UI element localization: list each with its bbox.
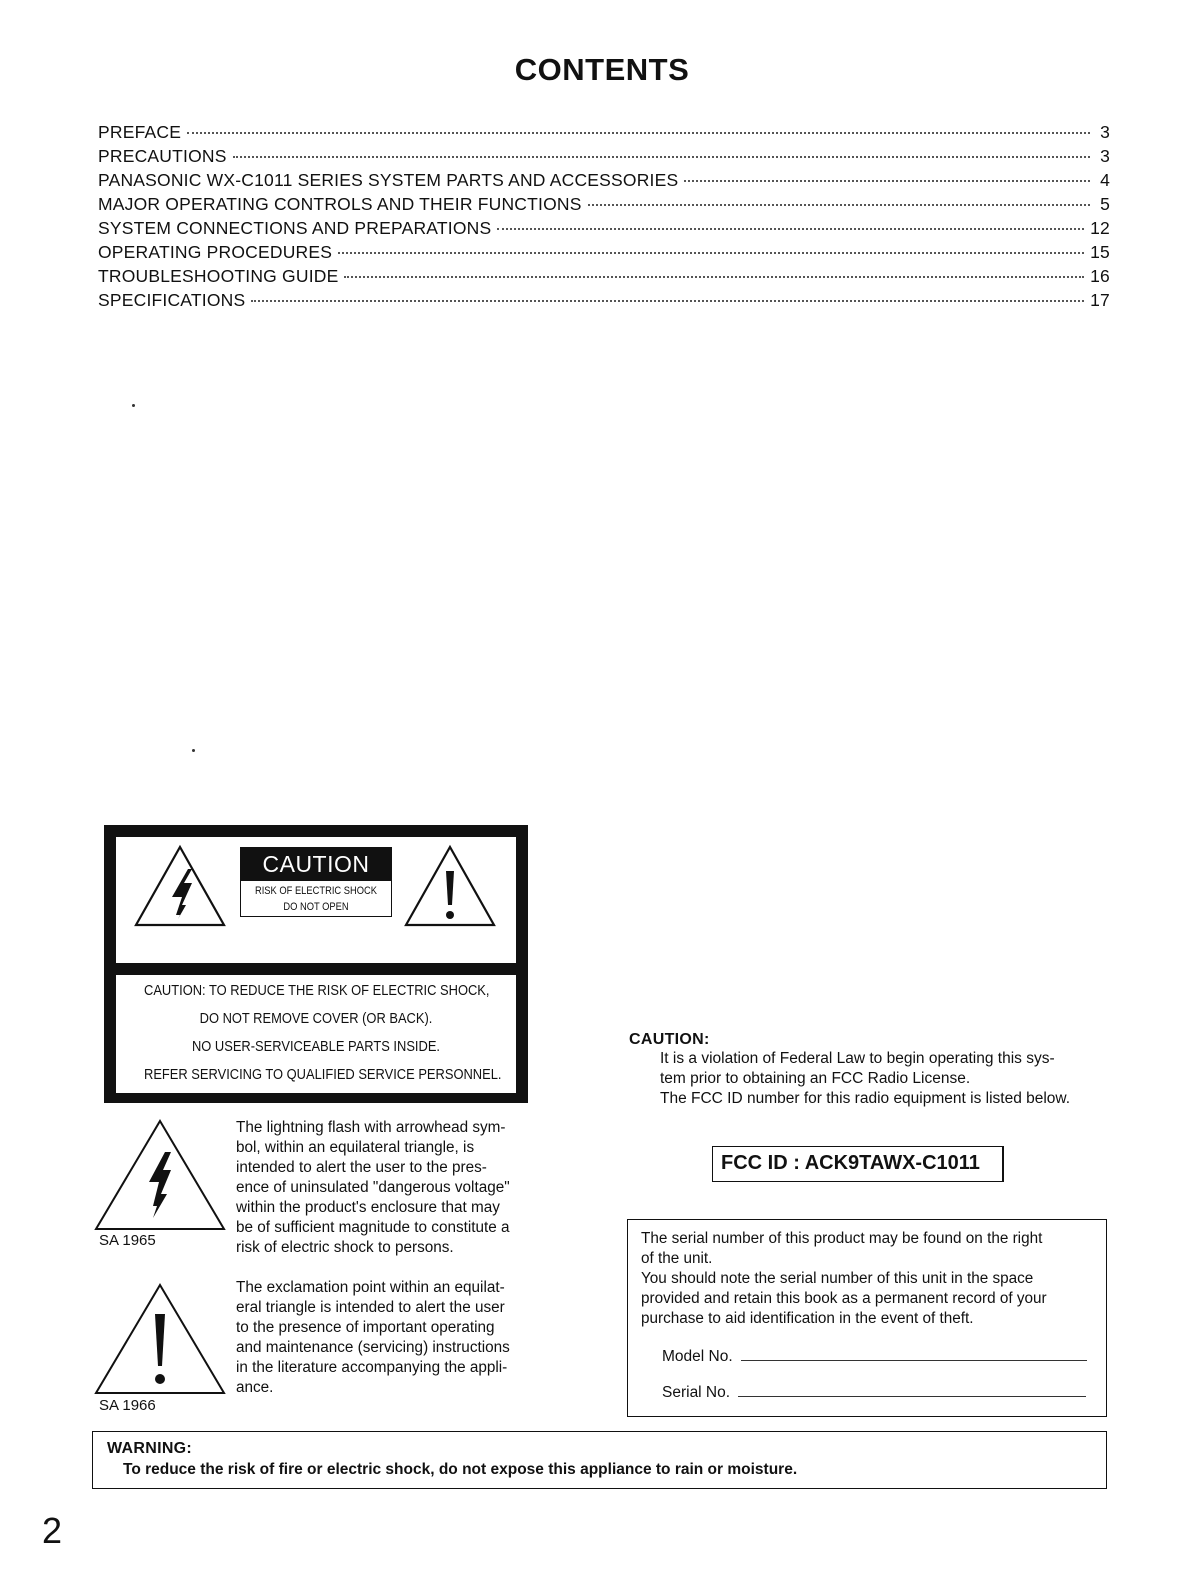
toc-entry-title: SYSTEM CONNECTIONS AND PREPARATIONS	[98, 218, 492, 238]
fcc-caution-line: It is a violation of Federal Law to begin operating this sys-	[660, 1050, 1055, 1067]
toc-entry-page: 12	[1090, 218, 1110, 238]
fcc-caution-body	[629, 1049, 1119, 1109]
caution-label-line: DO NOT REMOVE COVER (OR BACK).	[199, 1010, 433, 1027]
toc-leader-dots	[497, 228, 1084, 230]
description-line: in the literature accompanying the appli-	[236, 1359, 508, 1376]
caution-subtext	[240, 881, 392, 917]
toc-leader-dots	[187, 132, 1090, 134]
lightning-symbol-description	[236, 1118, 556, 1258]
description-line: risk of electric shock to persons.	[236, 1239, 454, 1256]
caution-word-box	[240, 847, 392, 919]
fcc-caution-line: tem prior to obtaining an FCC Radio License.	[660, 1070, 971, 1087]
caution-word: CAUTION	[240, 847, 392, 881]
description-line: ance.	[236, 1379, 274, 1396]
caution-sub-line-2: DO NOT OPEN	[283, 901, 349, 913]
toc-entry-title: MAJOR OPERATING CONTROLS AND THEIR FUNCTIONS	[98, 194, 582, 214]
caution-label	[104, 825, 528, 1103]
fcc-caution	[629, 1031, 1119, 1109]
lightning-triangle-icon	[132, 843, 228, 931]
description-line: The lightning flash with arrowhead sym-	[236, 1119, 506, 1136]
toc-entry-title: PANASONIC WX-C1011 SERIES SYSTEM PARTS AND ACCESSORIES	[98, 170, 679, 190]
lightning-triangle-icon	[93, 1118, 227, 1232]
toc-leader-dots	[588, 204, 1090, 206]
toc-entry[interactable]	[98, 266, 1110, 290]
toc-leader-dots	[251, 300, 1084, 302]
toc-entry-page: 15	[1090, 242, 1110, 262]
warning-box	[92, 1431, 1107, 1489]
page-number: 2	[42, 1510, 63, 1551]
toc-leader-dots	[344, 276, 1084, 278]
toc-entry-page: 3	[1100, 122, 1110, 142]
fcc-caution-line: The FCC ID number for this radio equipment is listed below.	[660, 1090, 1071, 1107]
speck	[132, 404, 135, 407]
serial-number-field[interactable]	[662, 1384, 1086, 1402]
exclamation-triangle-icon	[93, 1282, 227, 1396]
table-of-contents	[98, 122, 1110, 314]
toc-leader-dots	[338, 252, 1084, 254]
serial-note-line: of the unit.	[641, 1250, 713, 1267]
toc-entry[interactable]	[98, 218, 1110, 242]
toc-entry[interactable]	[98, 194, 1110, 218]
toc-entry-page: 16	[1090, 266, 1110, 286]
contents-title: CONTENTS	[514, 52, 690, 87]
toc-entry[interactable]	[98, 122, 1110, 146]
model-number-label: Model No.	[662, 1348, 733, 1365]
serial-number-note	[641, 1229, 1099, 1329]
toc-entry[interactable]	[98, 290, 1110, 314]
toc-entry-title: TROUBLESHOOTING GUIDE	[98, 266, 339, 286]
exclamation-symbol-description	[236, 1278, 556, 1398]
toc-entry[interactable]	[98, 146, 1110, 170]
sa-1965-label: SA 1965	[99, 1232, 156, 1249]
serial-note-line: purchase to aid identification in the event of theft.	[641, 1310, 974, 1327]
model-number-line[interactable]	[741, 1360, 1087, 1361]
serial-note-line: You should note the serial number of this unit in the space	[641, 1270, 1034, 1287]
caution-label-line: CAUTION: TO REDUCE THE RISK OF ELECTRIC SHOCK,	[144, 982, 490, 999]
toc-leader-dots	[233, 156, 1090, 158]
speck	[192, 749, 195, 752]
toc-entry-page: 3	[1100, 146, 1110, 166]
caution-label-line: REFER SERVICING TO QUALIFIED SERVICE PERSONNEL.	[144, 1066, 502, 1083]
description-line: intended to alert the user to the pres-	[236, 1159, 487, 1176]
caution-label-text	[116, 975, 516, 1093]
caution-sub-line-1: RISK OF ELECTRIC SHOCK	[254, 885, 378, 897]
caution-label-line: NO USER-SERVICEABLE PARTS INSIDE.	[191, 1038, 441, 1055]
description-line: ence of uninsulated "dangerous voltage"	[236, 1179, 510, 1196]
toc-entry-title: PREFACE	[98, 122, 182, 142]
description-line: be of sufficient magnitude to constitute a	[236, 1219, 510, 1236]
description-line: The exclamation point within an equilat-	[236, 1279, 505, 1296]
sa-1966-label: SA 1966	[99, 1397, 156, 1414]
serial-number-line[interactable]	[738, 1396, 1086, 1397]
description-line: eral triangle is intended to alert the user	[236, 1299, 505, 1316]
model-number-field[interactable]	[662, 1348, 1087, 1366]
toc-entry-title: SPECIFICATIONS	[98, 290, 246, 310]
toc-entry-page: 17	[1090, 290, 1110, 310]
toc-entry[interactable]	[98, 170, 1110, 194]
fcc-id-box: FCC ID : ACK9TAWX-C1011	[712, 1146, 1004, 1182]
serial-number-label: Serial No.	[662, 1384, 731, 1401]
toc-entry-page: 5	[1100, 194, 1110, 214]
warning-heading: WARNING:	[107, 1440, 193, 1457]
description-line: bol, within an equilateral triangle, is	[236, 1139, 475, 1156]
description-line: to the presence of important operating	[236, 1319, 495, 1336]
toc-leader-dots	[684, 180, 1090, 182]
description-line: and maintenance (servicing) instructions	[236, 1339, 510, 1356]
toc-entry-title: PRECAUTIONS	[98, 146, 227, 166]
caution-label-header	[116, 837, 516, 963]
serial-number-box	[627, 1219, 1107, 1417]
fcc-caution-heading: CAUTION:	[629, 1031, 710, 1048]
description-line: within the product's enclosure that may	[236, 1199, 500, 1216]
toc-entry-title: OPERATING PROCEDURES	[98, 242, 333, 262]
toc-entry-page: 4	[1100, 170, 1110, 190]
serial-note-line: provided and retain this book as a permanent record of your	[641, 1290, 1047, 1307]
serial-note-line: The serial number of this product may be found on the right	[641, 1230, 1043, 1247]
exclamation-triangle-icon	[402, 843, 498, 931]
toc-entry[interactable]	[98, 242, 1110, 266]
warning-text: To reduce the risk of fire or electric shock, do not expose this appliance to rain or moisture.	[123, 1461, 798, 1478]
